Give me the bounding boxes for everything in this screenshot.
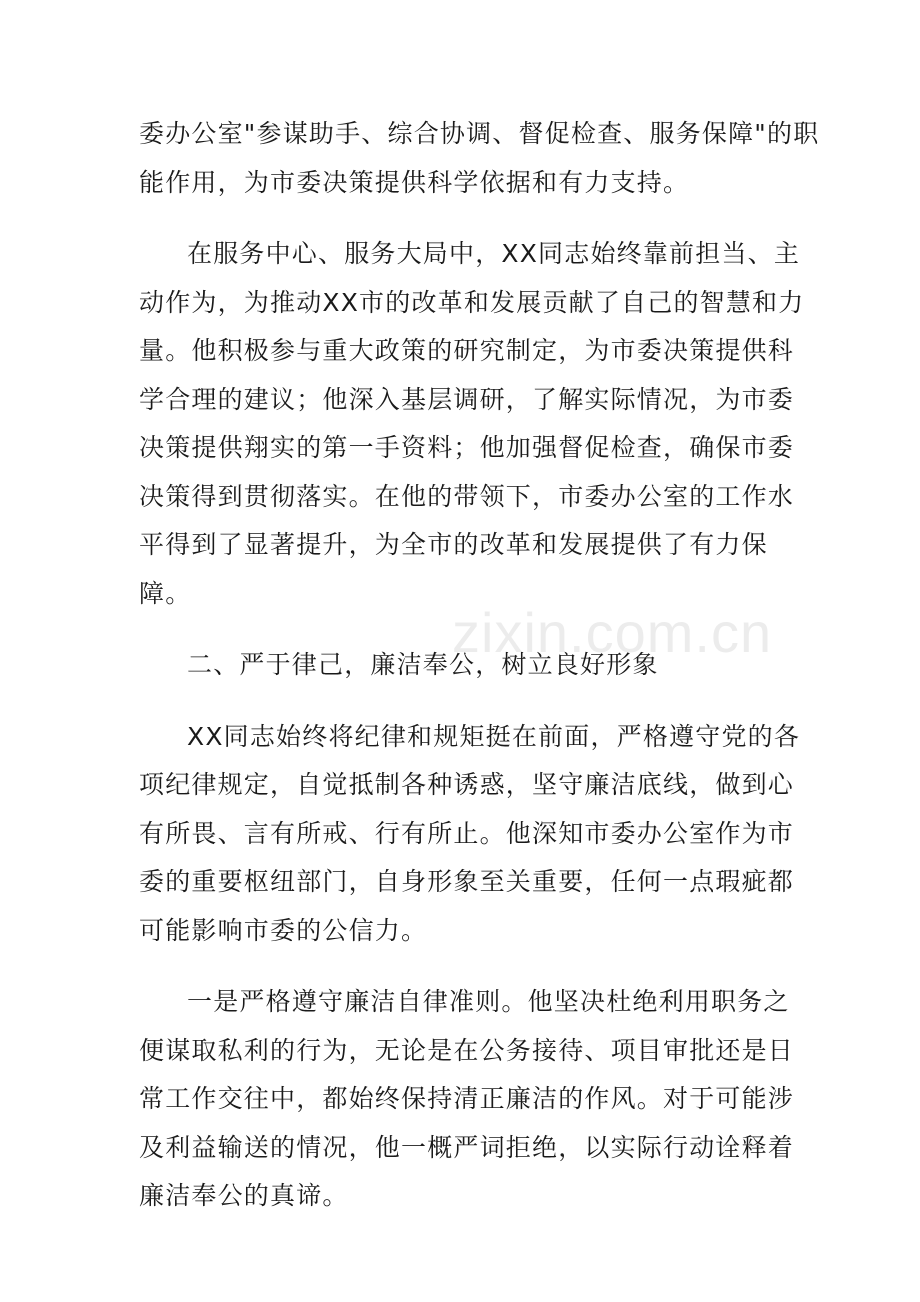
text-line: 委办公室"参谋助手、综合协调、督促检查、服务保障"的职 — [139, 119, 820, 148]
text-line: 项纪律规定，自觉抵制各种诱惑，坚守廉洁底线，做到心 — [139, 770, 795, 799]
text-line: 平得到了显著提升，为全市的改革和发展提供了有力保 — [139, 530, 768, 559]
document-body — [139, 110, 820, 1221]
text-line: 委的重要枢纽部门，自身形象至关重要，任何一点瑕疵都 — [139, 867, 795, 896]
text-line: 量。他积极参与重大政策的研究制定，为市委决策提供科 — [139, 336, 795, 365]
paragraph-1 — [139, 110, 820, 207]
text-line: 决策提供翔实的第一手资料；他加强督促检查，确保市委 — [139, 433, 795, 462]
text-line: 决策得到贯彻落实。在他的带领下，市委办公室的工作水 — [139, 481, 795, 511]
text-line: 有所畏、言有所戒、行有所止。他深知市委办公室作为市 — [139, 818, 795, 848]
text-line: 能作用，为市委决策提供科学依据和有力支持。 — [139, 167, 690, 197]
watermark-text: zixin.com.cn — [452, 601, 773, 664]
paragraph-2 — [139, 230, 805, 618]
section-heading — [139, 641, 779, 690]
heading-line: 二、严于律己，廉洁奉公，树立良好形象 — [187, 650, 659, 679]
text-line: 动作为，为推动XX市的改革和发展贡献了自己的智慧和力 — [139, 287, 805, 317]
text-line: 学合理的建议；他深入基层调研，了解实际情况，为市委 — [139, 384, 795, 414]
text-line: 廉洁奉公的真谛。 — [139, 1181, 349, 1210]
text-line: 可能影响市委的公信力。 — [139, 915, 428, 945]
text-line: 在服务中心、服务大局中，XX同志始终靠前担当、主 — [187, 239, 801, 268]
text-line: 及利益输送的情况，他一概严词拒绝，以实际行动诠释着 — [139, 1132, 795, 1162]
text-line: 障。 — [139, 578, 192, 608]
text-line: 常工作交往中，都始终保持清正廉洁的作风。对于可能涉 — [139, 1084, 795, 1113]
paragraph-4 — [139, 978, 795, 1221]
text-line: 便谋取私利的行为，无论是在公务接待、项目审批还是日 — [139, 1035, 795, 1065]
text-line: XX同志始终将纪律和规矩挺在前面，严格遵守党的各 — [187, 721, 801, 751]
text-line: 一是严格遵守廉洁自律准则。他坚决杜绝利用职务之 — [187, 987, 790, 1016]
paragraph-3 — [139, 713, 801, 956]
